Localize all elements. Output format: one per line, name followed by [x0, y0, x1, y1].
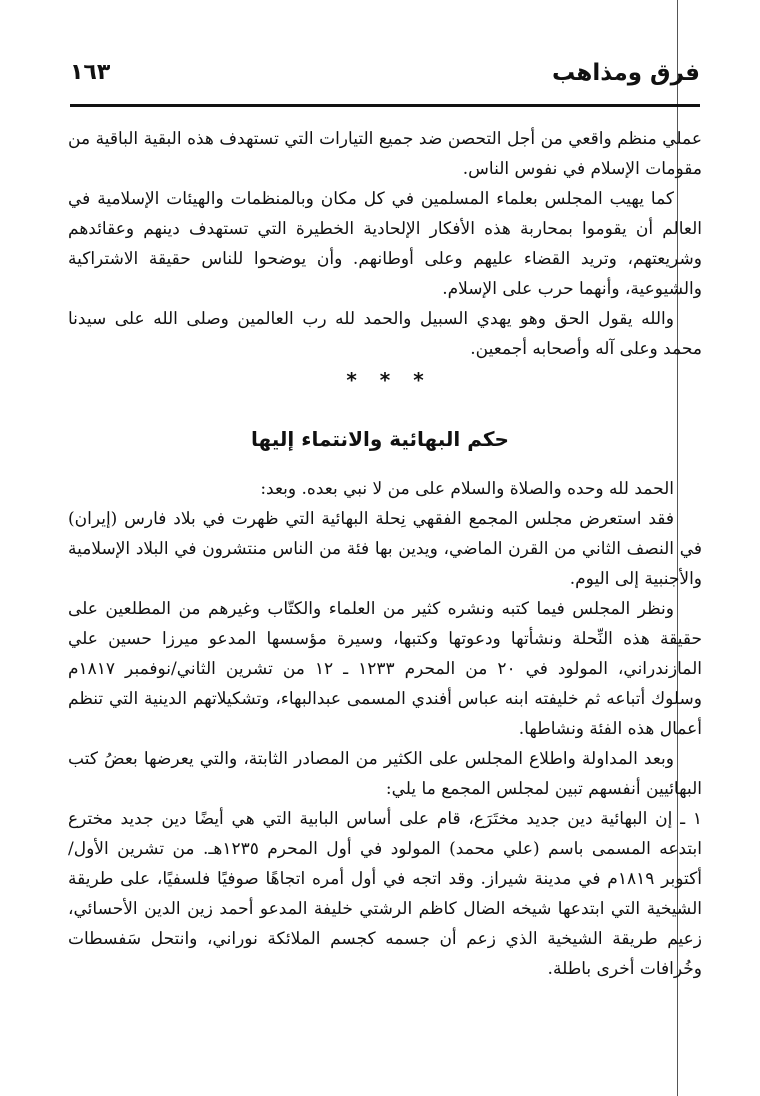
- page-header: [70, 58, 700, 98]
- section-heading: حكم البهائية والانتماء إليها: [251, 427, 509, 451]
- top-text-block: [68, 124, 702, 364]
- section-text-block: [68, 474, 702, 984]
- header-rule: [70, 104, 700, 107]
- paragraph: عملي منظم واقعي من أجل التحصن ضد جميع التيارات التي تستهدف هذه البقية الباقية من مقومات الإسلام في نفوس الناس.: [68, 129, 702, 179]
- paragraph: والله يقول الحق وهو يهدي السبيل والحمد لله رب العالمين وصلى الله على سيدنا محمد وعلى آله وأصحابه أجمعين.: [68, 309, 702, 359]
- paragraph: ١ ـ إن البهائية دين جديد مختَرَع، قام على أساس البابية التي هي أيضًا دين جديد مخترع ابتدعه المسمى باسم (علي محمد) المولود في أول المحرم ١٢٣٥هـ. من تشرين الأول/أكتوبر ١٨١٩م في مدينة شيراز. وقد اتجه في أول أمره اتجاهًا صوفيًا فلسفيًا، على طريقة الشيخية التي ابتدعها شيخه الضال كاظم الرشتي خليفة المدعو أحمد زين الدين الأحسائي، زعيم طريقة الشيخية الذي زعم أن جسمه كجسم الملائكة نوراني، وانتحل سَفسطات وخُرافات أخرى باطلة.: [68, 809, 702, 979]
- section-separator: * * *: [346, 368, 424, 392]
- paragraph: وبعد المداولة واطلاع المجلس على الكثير من المصادر الثابتة، والتي يعرضها بعضُ كتب البهائيين أنفسهم تبين لمجلس المجمع ما يلي:: [68, 749, 702, 799]
- running-title: فرق ومذاهب: [552, 60, 700, 86]
- page-number: ١٦٣: [70, 60, 111, 85]
- paragraph: ونظر المجلس فيما كتبه ونشره كثير من العلماء والكتّاب وغيرهم من المطلعين على حقيقة هذه النِّحلة ونشأتها ودعوتها وكتبها، وسيرة مؤسسها المدعو ميرزا حسين علي المازندراني، المولود في ٢٠ من المحرم ١٢٣٣ ـ ١٢ من تشرين الثاني/نوفمبر ١٨١٧م وسلوك أتباعه ثم خليفته ابنه عباس أفندي المسمى عبدالبهاء، وتشكيلاتهم الدينية التي تنظم أعمال هذه الفئة ونشاطها.: [68, 599, 703, 739]
- paragraph: كما يهيب المجلس بعلماء المسلمين في كل مكان وبالمنظمات والهيئات الإسلامية في العالم أن يقوموا بمحاربة هذه الأفكار الإلحادية الخطيرة التي تستهدف دينهم وعقائدهم وشريعتهم، وتريد القضاء عليهم وعلى أوطانهم. وأن يوضحوا للناس حقيقة الاشتراكية والشيوعية، وأنهما حرب على الإسلام.: [68, 189, 702, 299]
- paragraph: الحمد لله وحده والصلاة والسلام على من لا نبي بعده. وبعد:: [260, 479, 674, 499]
- paragraph: فقد استعرض مجلس المجمع الفقهي نِحلة البهائية التي ظهرت في بلاد فارس (إيران) في النصف الثاني من القرن الماضي، ويدين بها فئة من الناس منتشرون في البلاد الإسلامية والأجنبية إلى اليوم.: [68, 509, 702, 589]
